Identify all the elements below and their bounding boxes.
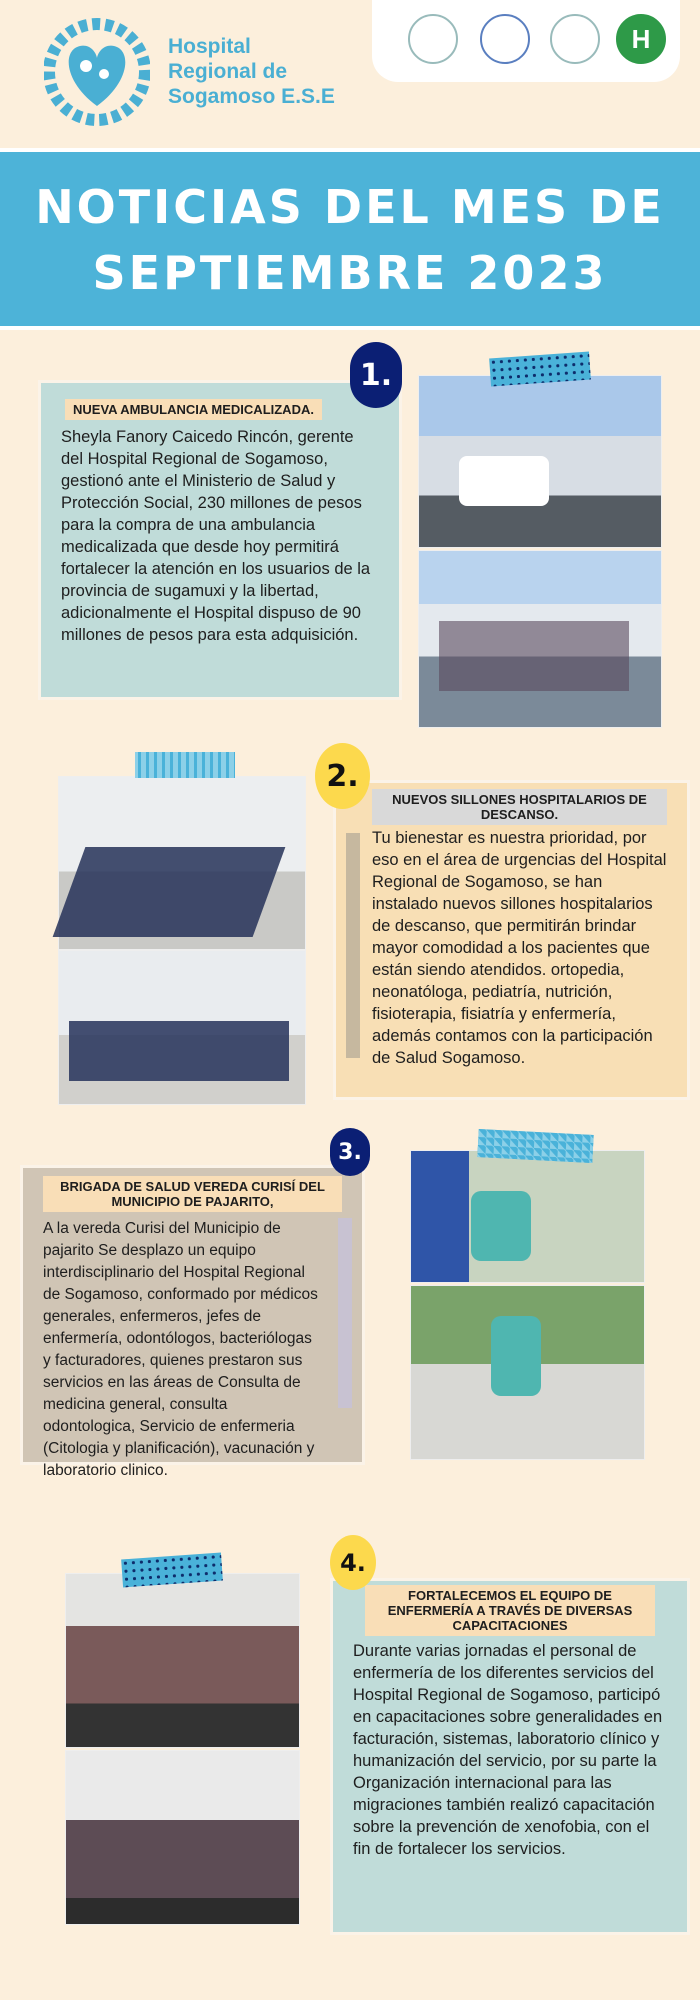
chairs-photo xyxy=(58,950,306,1105)
brigade-photo xyxy=(410,1285,645,1460)
news-title: NUEVA AMBULANCIA MEDICALIZADA. xyxy=(65,399,322,420)
news-title: NUEVOS SILLONES HOSPITALARIOS DE DESCANSO. xyxy=(372,789,667,825)
training-photo xyxy=(65,1750,300,1925)
section-number-badge: 2. xyxy=(315,743,370,809)
section-number-badge: 1. xyxy=(350,342,402,408)
news-card-training xyxy=(330,1578,690,1935)
page-title-banner xyxy=(0,148,700,330)
news-card-chairs xyxy=(333,780,690,1100)
section-number-badge: 3. xyxy=(330,1128,370,1176)
brigade-photo xyxy=(410,1150,645,1283)
page-title-line: NOTICIAS DEL MES DE xyxy=(35,180,665,234)
news-card-brigade xyxy=(20,1165,365,1479)
news-body: Sheyla Fanory Caicedo Rincón, gerente del Hospital Regional de Sogamoso, gestionó ante el Ministerio de Salud y Protección Social, 230 millones de pesos para la compra de una ambulancia medicalizada que desde hoy permitirá fortalecer la atención en los usuarios de la provincia de sugamuxi y la libertad, adicionalmente el Hospital dispuso de 90 millones de pesos para esta adquisición. xyxy=(61,428,371,644)
decorative-tape xyxy=(135,752,235,778)
news-title: FORTALECEMOS EL EQUIPO DE ENFERMERÍA A TRAVÉS DE DIVERSAS CAPACITACIONES xyxy=(365,1585,655,1636)
hospital-name xyxy=(168,34,335,109)
news-body: Durante varias jornadas el personal de enfermería de los diferentes servicios del Hospital Regional de Sogamoso, participó en capacitaciones sobre generalidades en facturación, sistemas, laboratorio clínico y humanización del servicio, por su parte la Organización internacional para las migraciones también realizó capacitación sobre la prevención de xenofobia, con el fin de fortalecer los servicios. xyxy=(353,1642,663,1858)
decorative-tape xyxy=(477,1129,593,1163)
org-name-line: Regional de xyxy=(168,60,288,83)
hospital-logo xyxy=(44,18,150,126)
news-body: Tu bienestar es nuestra prioridad, por eso en el área de urgencias del Hospital Regional de Sogamoso, se han instalado nuevos sillones hospitalarios de descanso, que permitirán brindar mayor comodidad a los pacientes que están siendo atendidos. ortopedia, neonatóloga, pediatría, nutrición, fisioterapia, fisiatría y enfermería, además contamos con la participación de Salud Sogamoso. xyxy=(372,829,667,1067)
partner-logo-hands-icon xyxy=(408,14,458,64)
training-photo xyxy=(65,1573,300,1748)
news-card-ambulance xyxy=(38,380,402,700)
org-name-line: Sogamoso E.S.E xyxy=(168,85,335,108)
partner-logo-stethoscope-icon xyxy=(480,14,530,64)
ambulance-team-photo xyxy=(418,550,662,728)
news-title: BRIGADA DE SALUD VEREDA CURISÍ DEL MUNICIPIO DE PAJARITO, xyxy=(43,1176,342,1212)
news-body: A la vereda Curisi del Municipio de pajarito Se desplazo un equipo interdisciplinario del Hospital Regional de Sogamoso, conformado por médicos generales, enfermeros, jefes de enfermería, odontólogos, bacteriólogas y facturadores, quienes prestaron sus servicios en las áreas de Consulta de medicina general, consulta odontologica, Servicio de enfermeria (Citologia y planificación), vacunación y laboratorio clinico. xyxy=(43,1220,318,1479)
ambulance-photo xyxy=(418,375,662,548)
chairs-photo xyxy=(58,776,306,950)
partner-logo-hospital-h-icon: H xyxy=(616,14,666,64)
partner-logo-family-icon xyxy=(550,14,600,64)
section-number-badge: 4. xyxy=(330,1535,376,1590)
partner-logos xyxy=(372,0,680,82)
page-title-line: SEPTIEMBRE 2023 xyxy=(92,246,608,300)
org-name-line: Hospital xyxy=(168,35,251,58)
decorative-strip xyxy=(346,833,360,1058)
decorative-strip xyxy=(338,1218,352,1408)
